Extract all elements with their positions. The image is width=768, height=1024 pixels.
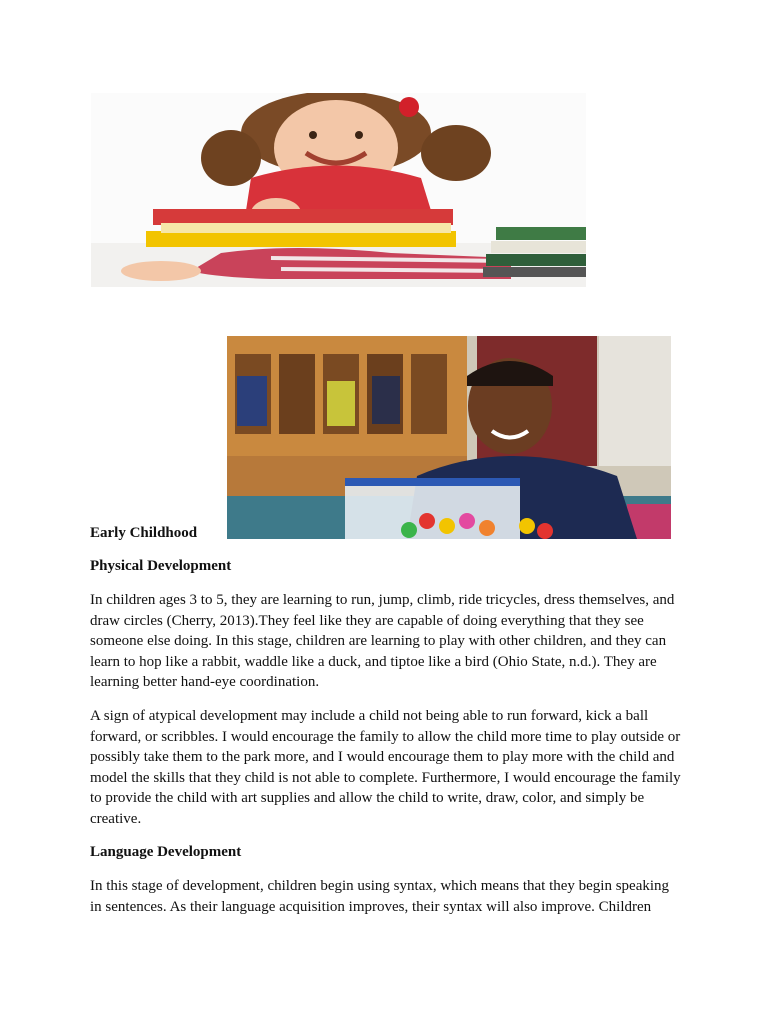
physical-development-paragraph-2: A sign of atypical development may include a child not being able to run forward, kick a ball forward, or scribbles. I would encourage the family to allow the child more time to play outside or possibly take them to the park more, and I would encourage them to play more with the child and model the skills that they child is not able to complete. Furthermore, I would encourage the family to provide the child with art supplies and allow the child to write, draw, color, and simply be creative. [90, 708, 681, 827]
section-heading-early-childhood: Early Childhood [90, 525, 198, 541]
section-heading-physical-development: Physical Development [90, 558, 232, 574]
girl-with-books-photo [91, 93, 586, 287]
boy-in-classroom-photo [227, 336, 671, 539]
language-development-paragraph-1: In this stage of development, children begin using syntax, which means that they begin speaking in sentences. As their language acquisition improves, their syntax will also improve. Children [90, 878, 670, 915]
physical-development-paragraph-1: In children ages 3 to 5, they are learning to run, jump, climb, ride tricycles, dress themselves, and draw circles (Cherry, 2013).They feel like they are capable of doing everything that they see someone else doing. In this stage, children are learning to play with other children, and they can learn to hop like a rabbit, waddle like a duck, and tiptoe like a bird (Ohio State, n.d.). They are learning better hand-eye coordination. [90, 592, 675, 691]
section-heading-language-development: Language Development [90, 844, 242, 860]
